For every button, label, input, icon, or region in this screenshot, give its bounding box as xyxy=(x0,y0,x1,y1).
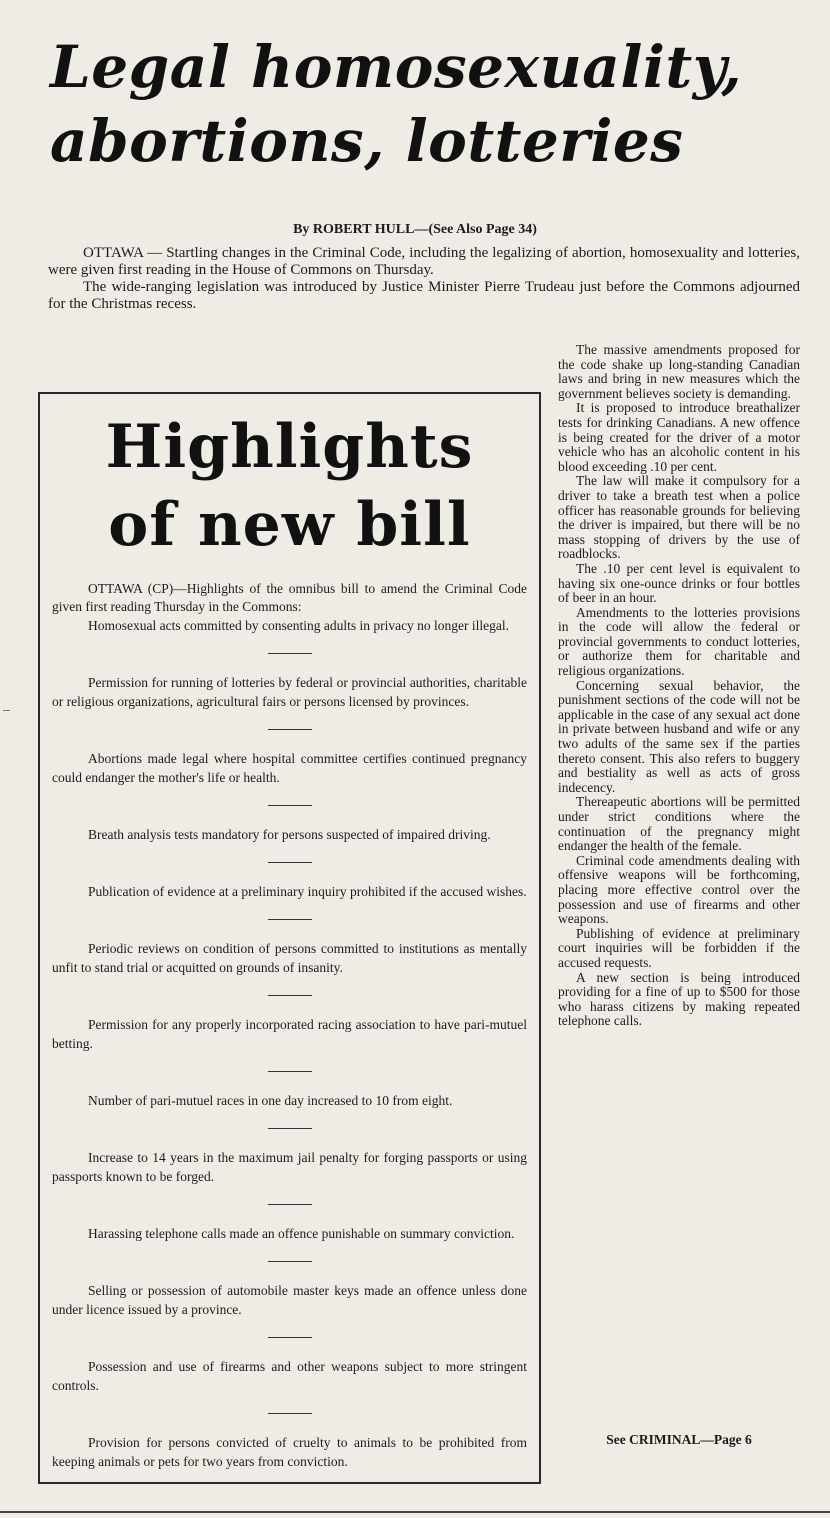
highlight-item: Publication of evidence at a preliminary inquiry prohibited if the accused wishes. xyxy=(88,884,527,899)
margin-mark xyxy=(3,710,10,711)
article-paragraph: Thereapeutic abortions will be permitted under strict conditions where the continuation of the pregnancy might endanger the health of the female. xyxy=(558,794,800,854)
separator-rule xyxy=(268,1337,312,1338)
article-paragraph: The .10 per cent level is equivalent to having six one-ounce drinks or four bottles of beer in an hour. xyxy=(558,560,800,606)
separator-rule xyxy=(268,919,312,920)
highlights-box xyxy=(38,392,541,1484)
article-paragraph: The law will make it compulsory for a driver to take a breath test when a police officer has reasonable grounds for believing the driver is impaired, but there will be no mass stopping of drivers by the use of roadblocks. xyxy=(558,473,800,562)
separator-rule xyxy=(268,1413,312,1414)
highlight-item: Permission for any properly incorporated racing association to have pari-mutuel betting. xyxy=(52,1017,527,1051)
separator-rule xyxy=(268,729,312,730)
highlight-item: Homosexual acts committed by consenting adults in privacy no longer illegal. xyxy=(88,618,510,633)
intro-text xyxy=(48,245,800,313)
separator-rule xyxy=(268,1071,312,1072)
article-paragraph: The massive amendments proposed for the code shake up long-standing Canadian laws and bring in new measures which the government believes society is demanding. xyxy=(558,342,800,401)
article-paragraph: It is proposed to introduce breathalizer tests for drinking Canadians. A new offence is being created for the driver of a motor vehicle who has an alcoholic content in his blood exceeding .10 per cent. xyxy=(558,400,800,474)
continuation-reference: See CRIMINAL—Page 6 xyxy=(606,1432,752,1447)
separator-rule xyxy=(268,1261,312,1262)
highlight-item: Number of pari-mutuel races in one day increased to 10 from eight. xyxy=(88,1093,453,1108)
box-title-line: Highlights xyxy=(105,412,474,482)
separator-rule xyxy=(268,1204,312,1205)
article-column xyxy=(558,343,800,1029)
highlight-item: Harassing telephone calls made an offence punishable on summary conviction. xyxy=(88,1226,515,1241)
bottom-rule xyxy=(0,1511,830,1513)
article-paragraph: Criminal code amendments dealing with offensive weapons will be forthcoming, placing more effective control over the possession and use of firearms and other weapons. xyxy=(558,852,800,927)
article-paragraph: Publishing of evidence at preliminary court inquiries will be forbidden if the accused requests. xyxy=(558,925,800,970)
highlight-item: Periodic reviews on condition of persons committed to institutions as mentally unfit to stand trial or acquitted on grounds of insanity. xyxy=(52,941,527,975)
highlight-item: Breath analysis tests mandatory for persons suspected of impaired driving. xyxy=(88,827,491,842)
box-lead: OTTAWA (CP)—Highlights of the omnibus bill to amend the Criminal Code given first reading Thursday in the Commons: xyxy=(52,581,527,614)
separator-rule xyxy=(268,862,312,863)
highlight-item: Permission for running of lotteries by federal or provincial authorities, charitable or religious organizations, agricultural fairs or persons licensed by provinces. xyxy=(52,675,527,709)
separator-rule xyxy=(268,995,312,996)
box-title-line: of new bill xyxy=(108,490,471,560)
article-paragraph: Concerning sexual behavior, the punishment sections of the code will not be applicable in the case of any sexual act done in private between husband and wife or any two adults of the same sex if the parties thereto consent. This also refers to buggery and bestiality as well as acts of gross indecency. xyxy=(558,677,800,795)
highlight-item: Selling or possession of automobile master keys made an offence unless done under licence issued by a province. xyxy=(52,1283,527,1317)
highlight-item: Abortions made legal where hospital committee certifies continued pregnancy could endanger the mother's life or health. xyxy=(52,751,527,785)
separator-rule xyxy=(268,805,312,806)
highlight-item: Increase to 14 years in the maximum jail penalty for forging passports or using passports known to be forged. xyxy=(52,1150,527,1184)
highlight-item: Possession and use of firearms and other weapons subject to more stringent controls. xyxy=(52,1359,527,1393)
separator-rule xyxy=(268,1128,312,1129)
headline: Legal homosexuality, abortions, lotteries xyxy=(50,33,743,175)
intro-paragraph: The wide-ranging legislation was introduced by Justice Minister Pierre Trudeau just before the Commons adjourned for the Christmas recess. xyxy=(48,279,800,312)
highlights-box-title xyxy=(52,408,527,564)
article-paragraph: A new section is being introduced providing for a fine of up to $500 for those who harass citizens by making repeated telephone calls. xyxy=(558,969,800,1029)
highlight-item: Provision for persons convicted of cruelty to animals to be prohibited from keeping animals or pets for two years from conviction. xyxy=(52,1435,527,1469)
separator-rule xyxy=(268,653,312,654)
byline: By ROBERT HULL—(See Also Page 34) xyxy=(293,222,537,237)
intro-paragraph: OTTAWA — Startling changes in the Criminal Code, including the legalizing of abortion, homosexuality and lotteries, were given first reading in the House of Commons on Thursday. xyxy=(48,245,800,278)
article-paragraph: Amendments to the lotteries provisions in the code will allow the federal or provincial governments to conduct lotteries, or authorize them for charitable and religious organizations. xyxy=(558,604,800,679)
